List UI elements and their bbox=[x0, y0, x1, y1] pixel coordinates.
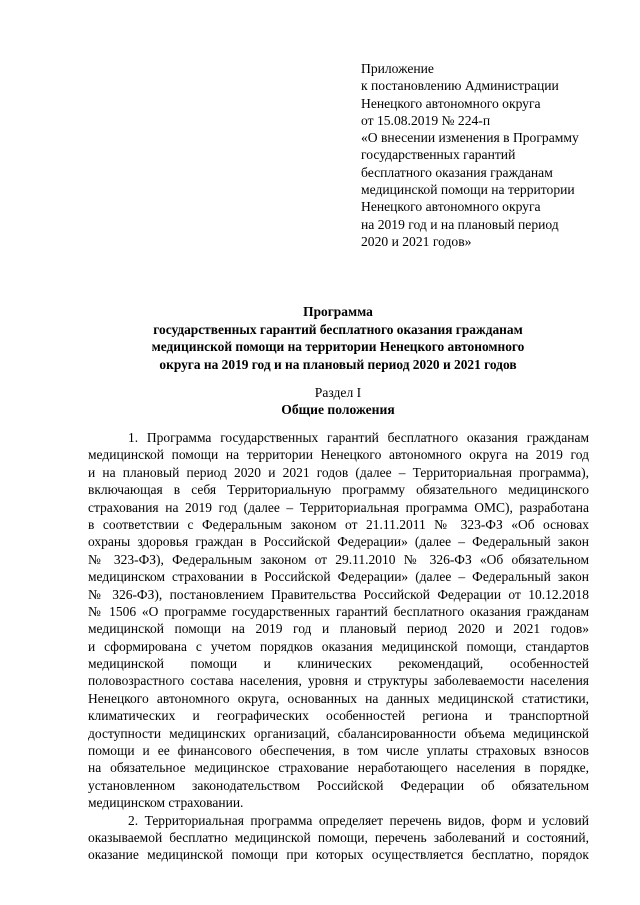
text-line: медицинском страховании. bbox=[88, 795, 244, 811]
text-line: на обязательное медицинское страхование неработающего населения в порядке, bbox=[88, 760, 589, 776]
title-line: государственных гарантий бесплатного оказания гражданам bbox=[153, 321, 523, 337]
text-line: оказание медицинской помощи при которых осуществляется бесплатно, порядок bbox=[88, 847, 589, 863]
text-line: медицинской помощи на 2019 год и плановый период 2020 и 2021 годов» bbox=[88, 621, 589, 637]
text-line: страхования на 2019 год (далее – Территориальная программа ОМС), разработана bbox=[88, 499, 589, 515]
appendix-line: к постановлению Администрации bbox=[361, 78, 559, 94]
appendix-block bbox=[361, 60, 611, 250]
text-line: климатических и географических особенностей региона и транспортной bbox=[88, 708, 589, 724]
document-title bbox=[88, 303, 588, 373]
text-line: № 323-ФЗ), Федеральным законом от 29.11.2010 № 326-ФЗ «Об обязательном bbox=[88, 551, 589, 567]
text-line: половозрастного состава населения, уровня и структуры заболеваемости населения bbox=[88, 673, 589, 689]
section-heading: Общие положения bbox=[281, 402, 395, 417]
text-line: № 1506 «О программе государственных гарантий бесплатного оказания гражданам bbox=[88, 603, 589, 619]
appendix-line: Ненецкого автономного округа bbox=[361, 95, 541, 111]
text-line: доступности медицинских организаций, сбалансированности объема медицинской bbox=[88, 725, 589, 741]
text-line: медицинском страховании в Российской Федерации» (далее – Федеральный закон bbox=[88, 569, 589, 585]
appendix-line: Приложение bbox=[361, 61, 434, 76]
text-line: № 326-ФЗ), постановлением Правительства Российской Федерации от 10.12.2018 bbox=[88, 586, 589, 602]
text-line: установленном законодательством Российской Федерации об обязательном bbox=[88, 777, 589, 793]
appendix-line: бесплатного оказания гражданам bbox=[361, 164, 553, 180]
text-line: 1. Программа государственных гарантий бесплатного оказания гражданам bbox=[128, 430, 589, 445]
section-number: Раздел I bbox=[314, 385, 362, 400]
title-line: Программа bbox=[303, 304, 373, 319]
appendix-line: на 2019 год и на плановый период bbox=[361, 216, 559, 232]
text-line: помощи и ее финансового обеспечения, в том числе уплаты страховых взносов bbox=[88, 743, 589, 759]
text-line: и на плановый период 2020 и 2021 годов (далее – Территориальная программа), bbox=[88, 464, 589, 480]
body-text bbox=[88, 429, 589, 864]
text-line: и сформирована с учетом порядков оказания медицинской помощи, стандартов bbox=[88, 638, 589, 654]
paragraph-2 bbox=[88, 812, 589, 864]
title-line: медицинской помощи на территории Ненецкого автономного bbox=[151, 339, 525, 355]
text-line: включающая в себя Территориальную программу обязательного медицинского bbox=[88, 482, 589, 498]
title-line: округа на 2019 год и на плановый период 2020 и 2021 годов bbox=[159, 356, 517, 372]
appendix-line: от 15.08.2019 № 224-п bbox=[361, 112, 491, 128]
appendix-line: «О внесении изменения в Программу bbox=[361, 130, 579, 146]
text-line: Ненецкого автономного округа, основанных на данных медицинской статистики, bbox=[88, 690, 589, 706]
text-line: медицинской помощи на территории Ненецкого автономного округа на 2019 год bbox=[88, 447, 589, 463]
text-line: медицинской помощи и клинических рекомендаций, особенностей bbox=[88, 656, 589, 672]
text-line: в соответствии с Федеральным законом от 21.11.2011 № 323-ФЗ «Об основах bbox=[88, 516, 589, 532]
appendix-line: государственных гарантий bbox=[361, 147, 516, 163]
text-line: 2. Территориальная программа определяет перечень видов, форм и условий bbox=[128, 812, 589, 828]
text-line: охраны здоровья граждан в Российской Федерации» (далее – Федеральный закон bbox=[88, 534, 589, 550]
appendix-line: 2020 и 2021 годов» bbox=[361, 233, 472, 249]
text-line: оказываемой бесплатно медицинской помощи, перечень заболеваний и состояний, bbox=[88, 829, 589, 845]
appendix-line: Ненецкого автономного округа bbox=[361, 199, 541, 215]
appendix-line: медицинской помощи на территории bbox=[361, 182, 575, 198]
paragraph-1 bbox=[88, 429, 589, 812]
